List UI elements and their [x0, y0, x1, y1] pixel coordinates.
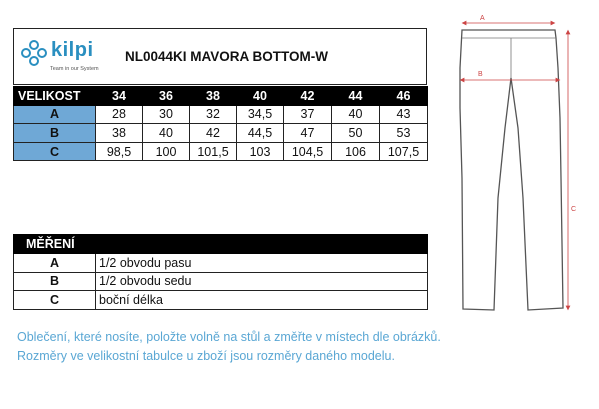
product-header	[13, 28, 427, 85]
table-cell: 44,5	[237, 124, 284, 143]
measure-a-label: A	[480, 15, 485, 22]
size-header-cell: 38	[190, 87, 237, 106]
size-header-cell: 42	[284, 87, 332, 106]
table-cell: 43	[380, 105, 428, 124]
table-cell: 37	[284, 105, 332, 124]
size-header-cell: 36	[143, 87, 190, 106]
table-cell: 98,5	[96, 142, 143, 161]
brand-logo	[20, 37, 110, 81]
measurement-key: C	[14, 291, 96, 310]
brand-tagline: Team in our System	[50, 66, 99, 72]
row-label: A	[14, 105, 96, 124]
measurement-key: A	[14, 253, 96, 272]
measuring-note: Oblečení, které nosíte, položte volně na stůl a změřte v místech dle obrázků.	[17, 330, 441, 344]
measurement-desc: boční délka	[96, 291, 428, 310]
table-cell: 40	[143, 124, 190, 143]
table-row	[14, 253, 428, 272]
size-header-cell: 34	[96, 87, 143, 106]
table-row	[14, 105, 428, 124]
table-cell: 50	[332, 124, 380, 143]
table-row	[14, 142, 428, 161]
brand-logo-icon	[20, 39, 48, 69]
table-cell: 38	[96, 124, 143, 143]
table-cell: 40	[332, 105, 380, 124]
table-cell: 107,5	[380, 142, 428, 161]
pants-outline	[460, 30, 563, 310]
measurement-key: B	[14, 272, 96, 291]
size-header-cell: 46	[380, 87, 428, 106]
table-cell: 32	[190, 105, 237, 124]
table-cell: 30	[143, 105, 190, 124]
table-cell: 34,5	[237, 105, 284, 124]
measurement-desc: 1/2 obvodu sedu	[96, 272, 428, 291]
table-row	[14, 124, 428, 143]
table-cell: 106	[332, 142, 380, 161]
table-cell: 104,5	[284, 142, 332, 161]
table-cell: 47	[284, 124, 332, 143]
measurement-header-label: MĚŘENÍ	[14, 235, 96, 254]
measurement-desc: 1/2 obvodu pasu	[96, 253, 428, 272]
product-title: NL0044KI MAVORA BOTTOM-W	[125, 49, 329, 64]
model-size-note: Rozměry ve velikostní tabulce u zboží jsou rozměry daného modelu.	[17, 349, 395, 363]
measurement-table	[13, 234, 428, 310]
table-cell: 28	[96, 105, 143, 124]
size-header-row	[14, 87, 428, 106]
size-header-cell: 44	[332, 87, 380, 106]
table-cell: 42	[190, 124, 237, 143]
row-label: C	[14, 142, 96, 161]
measure-b-label: B	[478, 71, 483, 78]
table-row	[14, 291, 428, 310]
size-table	[13, 86, 428, 161]
measure-c-label: C	[571, 206, 577, 213]
row-label: B	[14, 124, 96, 143]
table-cell: 100	[143, 142, 190, 161]
pants-diagram	[440, 8, 590, 328]
size-header-label: VELIKOST	[14, 87, 96, 106]
measurement-header-blank	[96, 235, 428, 254]
measurement-header-row	[14, 235, 428, 254]
brand-name: kilpi	[51, 39, 94, 61]
table-row	[14, 272, 428, 291]
table-cell: 101,5	[190, 142, 237, 161]
size-header-cell: 40	[237, 87, 284, 106]
table-cell: 53	[380, 124, 428, 143]
table-cell: 103	[237, 142, 284, 161]
